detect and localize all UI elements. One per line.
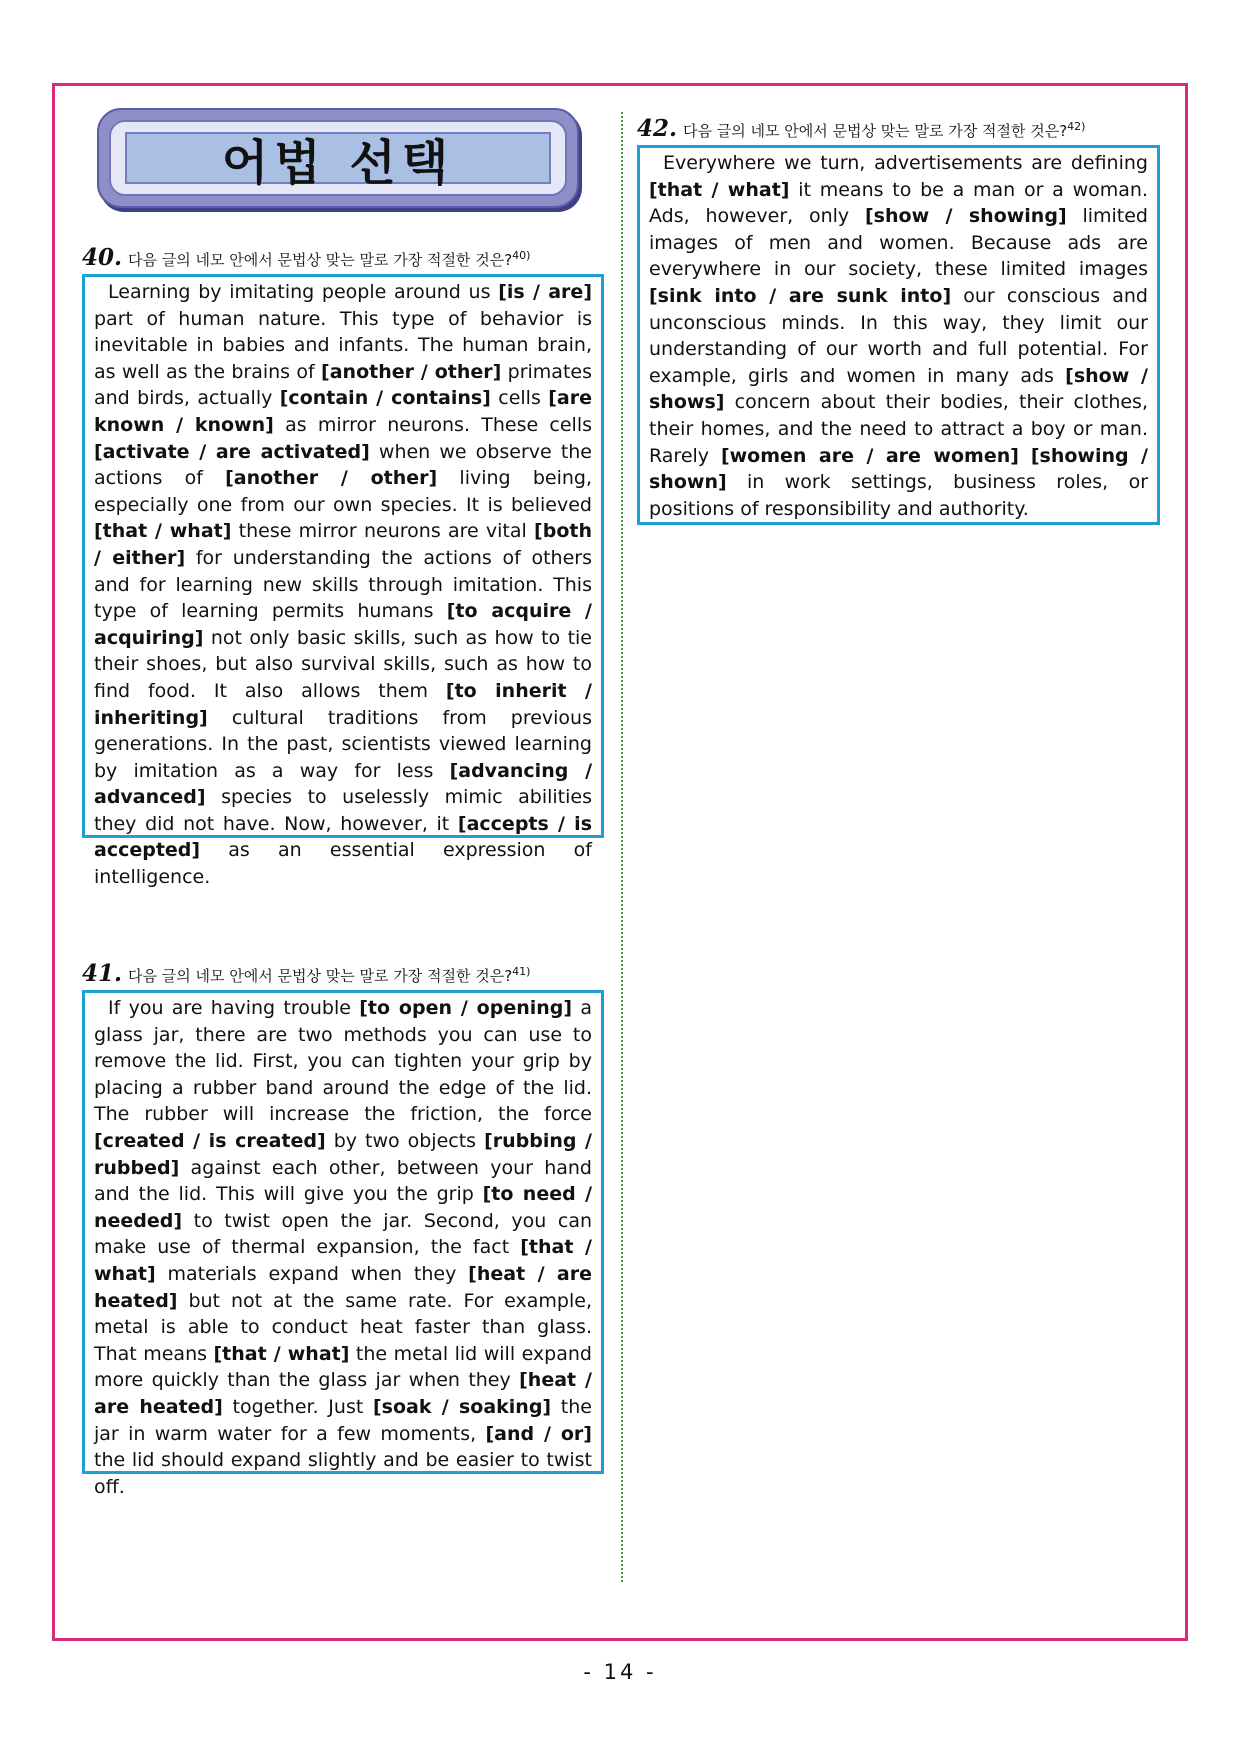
question-number: 40. xyxy=(82,244,123,271)
passage-text: limited images of men and women. Because ads are everywhere in our society, these limited images xyxy=(649,205,1148,281)
passage-text: it means to be a man or a woman. Ads, however, only xyxy=(649,178,1148,228)
passage-text: living being, especially one from our own species. It is believed xyxy=(94,467,592,516)
grammar-choice: [heat / are heated] xyxy=(94,1369,592,1418)
passage-text: to twist open the jar. Second, you can make use of thermal expansion, the fact xyxy=(94,1209,592,1259)
grammar-choice: [both / either] xyxy=(94,520,592,569)
passage-text: materials expand when they xyxy=(155,1262,469,1285)
grammar-choice: [that / what] xyxy=(649,178,790,201)
passage-text: concern about their bodies, their clothes, their homes, and the need to attract a boy or man. Rarely xyxy=(649,391,1148,467)
passage-text: when we observe the actions of xyxy=(94,440,592,490)
grammar-choice: [to need / needed] xyxy=(94,1183,593,1232)
grammar-choice: [is / are] xyxy=(498,281,593,303)
passage-text: the lid should expand slightly and be easier to twist off. xyxy=(94,1449,592,1498)
passage-text: as mirror neurons. These cells xyxy=(273,413,592,436)
passage-text: primates and birds, actually xyxy=(94,360,592,410)
page-title: 어법 선택 xyxy=(221,134,455,191)
grammar-choice: [that / what] xyxy=(94,1236,592,1285)
grammar-choice: [showing / shown] xyxy=(649,444,1149,494)
passage-text: If you are having trouble xyxy=(108,997,360,1019)
passage-text: against each other, between your hand and the lid. This will give you the grip xyxy=(94,1156,592,1206)
grammar-choice: [show / shows] xyxy=(649,364,1148,414)
grammar-choice: [to acquire / acquiring] xyxy=(94,600,592,649)
title-banner xyxy=(97,108,579,208)
passage-text: cultural traditions from previous generations. In the past, scientists viewed learning by imitation as a way for less xyxy=(94,706,592,782)
grammar-choice: [that / what] xyxy=(213,1342,350,1365)
passage-text: our conscious and unconscious minds. In this way, they limit our understanding of our worth and full potential. For example, girls and women in many ads xyxy=(649,284,1148,387)
grammar-choice: [sink into / are sunk into] xyxy=(649,284,952,307)
title-banner-core xyxy=(125,132,551,191)
grammar-choice: [are known / known] xyxy=(94,387,592,436)
passage-text: as an essential expression of intelligence. xyxy=(94,839,592,889)
question-42-header xyxy=(637,115,1085,142)
passage-text: part of human nature. This type of behavior is inevitable in babies and infants. The human brain, as well as the brains of xyxy=(94,307,592,383)
question-number: 42. xyxy=(637,115,678,142)
page-number: - 14 - xyxy=(583,1660,657,1684)
passage-40 xyxy=(82,274,604,889)
passage-text: for understanding the actions of others and for learning new skills through imitation. This type of learning permits humans xyxy=(94,546,592,623)
footnote-ref: 40) xyxy=(512,249,531,262)
grammar-choice: [to inherit / inheriting] xyxy=(94,679,592,729)
question-instruction: 다음 글의 네모 안에서 문법상 맞는 말로 가장 적절한 것은? xyxy=(683,122,1068,140)
footnote-ref: 41) xyxy=(512,965,531,978)
passage-text: species to uselessly mimic abilities they did not have. Now, however, it xyxy=(94,786,592,835)
grammar-choice: [soak / soaking] xyxy=(373,1395,552,1418)
grammar-choice: [another / other] xyxy=(225,467,438,490)
grammar-choice: [advancing / advanced] xyxy=(94,759,593,809)
grammar-choice: [heat / are heated] xyxy=(94,1262,592,1312)
passage-41 xyxy=(82,990,604,1498)
question-number: 41. xyxy=(82,960,123,987)
passage-text: Learning by imitating people around us xyxy=(108,281,499,303)
grammar-choice: [that / what] xyxy=(94,520,232,543)
passage-text: but not at the same rate. For example, metal is able to conduct heat faster than glass. That means xyxy=(94,1289,592,1365)
grammar-choice: [rubbing / rubbed] xyxy=(94,1129,592,1179)
title-banner-inner xyxy=(109,120,567,196)
grammar-choice: [accepts / is accepted] xyxy=(94,812,593,862)
grammar-choice: [show / showing] xyxy=(865,205,1067,228)
column-divider xyxy=(621,112,623,1582)
passage-text: the metal lid will expand more quickly than the glass jar when they xyxy=(94,1342,592,1392)
passage-text: a glass jar, there are two methods you can use to remove the lid. First, you can tighten your grip by placing a rubber band around the edge of the lid. The rubber will increase the friction, the force xyxy=(94,997,593,1126)
question-41-header xyxy=(82,960,530,987)
passage-text: cells xyxy=(490,387,549,410)
grammar-choice: [to open / opening] xyxy=(359,997,573,1019)
question-instruction: 다음 글의 네모 안에서 문법상 맞는 말로 가장 적절한 것은? xyxy=(128,251,513,269)
passage-text xyxy=(1019,445,1031,467)
passage-text: by two objects xyxy=(325,1129,485,1152)
footnote-ref: 42) xyxy=(1067,120,1086,133)
question-40-header xyxy=(82,244,530,271)
passage-text: in work settings, business roles, or positions of responsibility and authority. xyxy=(649,471,1148,520)
grammar-choice: [another / other] xyxy=(321,360,502,383)
question-instruction: 다음 글의 네모 안에서 문법상 맞는 말로 가장 적절한 것은? xyxy=(128,967,513,985)
grammar-choice: [activate / are activated] xyxy=(94,440,370,463)
grammar-choice: [and / or] xyxy=(485,1422,592,1445)
grammar-choice: [created / is created] xyxy=(94,1129,326,1152)
passage-text: not only basic skills, such as how to tie their shoes, but also survival skills, such as how to find food. It also allows them xyxy=(94,626,592,702)
passage-text: together. Just xyxy=(222,1395,373,1418)
passage-42 xyxy=(637,145,1160,525)
passage-text: the jar in warm water for a few moments, xyxy=(94,1395,592,1445)
grammar-choice: [contain / contains] xyxy=(279,387,491,410)
grammar-choice: [women are / are women] xyxy=(720,444,1019,467)
passage-text: Everywhere we turn, advertisements are defining xyxy=(663,152,1148,174)
passage-text: these mirror neurons are vital xyxy=(231,520,535,543)
